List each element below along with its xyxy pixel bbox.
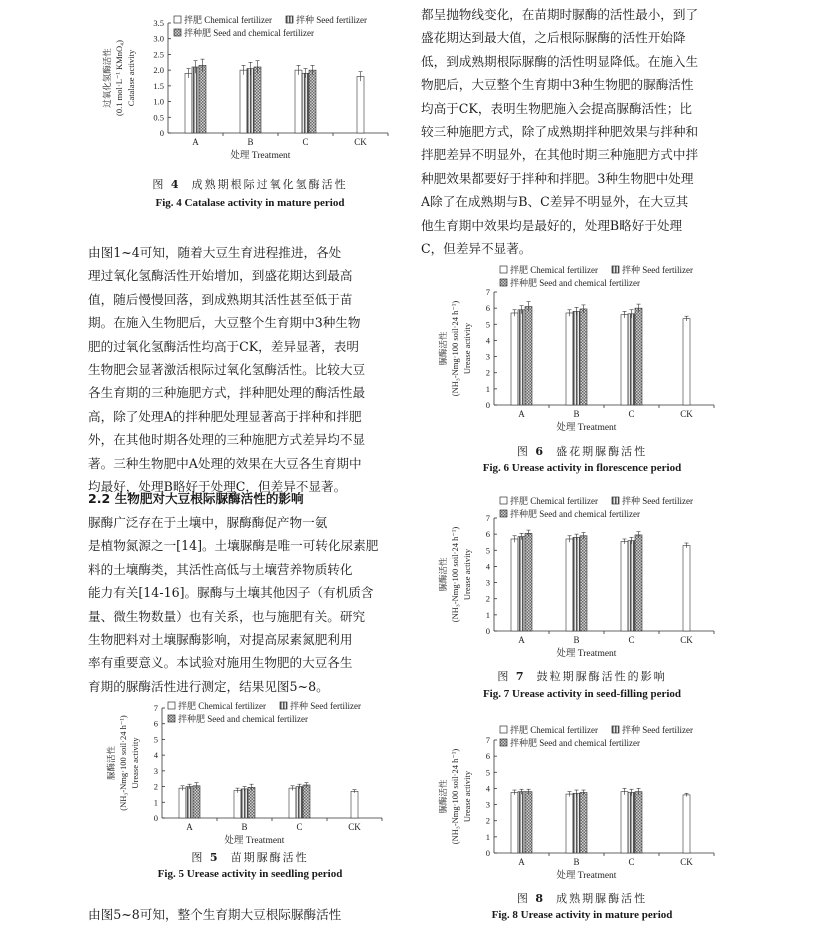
x-tick-label: CK [354, 137, 367, 147]
y-tick-label: 1.0 [153, 96, 164, 107]
bar-group [566, 790, 587, 853]
y-axis-label [438, 301, 472, 397]
text-line: 料的土壤酶类，其活性高低与土壤营养物质转化 [88, 561, 353, 577]
bar [518, 310, 525, 405]
legend-swatch [500, 739, 507, 746]
text-line: 理过氧化氢酶活性开始增加，到盛花期达到最高 [88, 268, 353, 284]
bar [247, 69, 254, 133]
bar [566, 794, 573, 853]
legend-label: 拌种 Seed fertilizer [622, 725, 693, 735]
bar-group [351, 790, 358, 818]
x-tick-label: A [518, 857, 525, 867]
y-tick-label: 4 [485, 335, 490, 346]
legend-label: 拌肥 Chemical fertilizer [178, 701, 266, 711]
legend-label: 拌种肥 Seed and chemical fertilizer [510, 509, 640, 519]
x-tick-label: CK [680, 409, 693, 419]
legend-label: 拌肥 Chemical fertilizer [510, 496, 598, 506]
bar [511, 539, 518, 631]
y-tick-label: 4 [485, 783, 490, 794]
text-line: 较三种施肥方式，除了成熟期拌种肥效果与拌种和 [421, 124, 699, 140]
figure-caption-cn: 图 8 成熟期脲酶活性 [516, 892, 648, 905]
y-axis-label-line: Urease activity [462, 322, 472, 375]
y-tick-label: 7 [153, 703, 158, 713]
figure-caption-en: Fig. 4 Catalase activity in mature period [155, 197, 345, 209]
bar [185, 73, 192, 133]
text-line: 他生育期中效果均是最好的，处理B略好于处理 [421, 217, 683, 233]
chart-fig6 [432, 262, 732, 437]
x-tick-label: B [247, 137, 254, 147]
y-tick-label: 6 [485, 529, 490, 540]
figure-caption-cn: 图 7 鼓粒期脲酶活性的影响 [497, 670, 667, 683]
text-line: A除了在成熟期与B、C差异不明显外，在大豆其 [421, 194, 689, 210]
y-axis-label-line: Urease activity [130, 737, 140, 789]
legend-swatch [168, 715, 175, 722]
bar-group [566, 305, 587, 405]
bar [302, 73, 309, 133]
text-line: C，但差异不显著。 [421, 241, 532, 257]
bar-group [621, 788, 642, 853]
y-tick-label: 0 [485, 400, 490, 410]
y-axis-label-line: 脲酶活性 [438, 557, 448, 592]
x-tick-label: C [628, 857, 635, 867]
legend-swatch [174, 29, 181, 36]
figure-caption-en: Fig. 6 Urease activity in florescence period [482, 462, 682, 474]
chart-fig5 [100, 698, 400, 848]
legend-swatch [286, 16, 293, 23]
y-axis-label-line: 脲酶活性 [438, 331, 448, 366]
legend-swatch [280, 702, 287, 709]
text-line: 低，到成熟期根际脲酶的活性明显降低。在施入生 [421, 53, 699, 69]
text-line: 是植物氮源之一[14]。土壤脲酶是唯一可转化尿素肥 [88, 538, 379, 554]
bar [192, 67, 199, 133]
text-line: 生物肥会显著激活根际过氧化氢酶活性。比较大豆 [88, 362, 366, 378]
text-line: 均最好，处理B略好于处理C，但差异不显著。 [88, 479, 347, 495]
figure-caption-cn: 图 4 成熟期根际过氧化氢酶活性 [152, 178, 348, 191]
y-tick-label: 6 [153, 718, 158, 729]
y-tick-label: 0 [485, 848, 490, 858]
y-tick-label: 1 [153, 797, 158, 808]
bar [566, 313, 573, 405]
text-line: 物肥后，大豆整个生育期中3种生物肥的脲酶活性 [421, 77, 694, 93]
text-line: 生物肥料对土壤脲酶影响，对提高尿素氮肥利用 [88, 632, 353, 648]
text-line: 脲酶广泛存在于土壤中，脲酶酶促产物一氨 [88, 515, 328, 530]
x-tick-label: A [186, 822, 193, 832]
chart-fig8 [432, 722, 732, 892]
bar-group [511, 302, 532, 405]
legend-label: 拌肥 Chemical fertilizer [184, 15, 272, 25]
y-axis-label [438, 749, 472, 845]
bar [518, 792, 525, 853]
bar-group [185, 59, 206, 133]
chart-fig7 [432, 493, 732, 663]
y-tick-label: 2 [153, 781, 158, 792]
bar [511, 792, 518, 853]
x-tick-label: B [573, 635, 580, 645]
x-tick-label: C [296, 822, 303, 832]
y-tick-label: 0.5 [153, 112, 164, 123]
x-axis-label: 处理 Treatment [556, 871, 617, 881]
bar [309, 70, 316, 133]
x-axis-label: 处理 Treatment [556, 423, 617, 433]
bar [193, 786, 200, 818]
x-tick-label: A [192, 137, 199, 147]
bar-group [289, 783, 310, 818]
bar [621, 541, 628, 631]
bar [573, 793, 580, 853]
chart-legend [174, 14, 367, 38]
y-tick-label: 0 [485, 626, 490, 636]
figure-caption-en: Fig. 5 Urease activity in seedling period [157, 868, 343, 880]
bar [199, 65, 206, 133]
y-tick-label: 2 [485, 367, 490, 378]
chart-legend [500, 495, 693, 519]
y-tick-label: 7 [485, 513, 490, 523]
bar [518, 537, 525, 631]
y-axis-label-line: (NH₃-Nmg·100 soil·24 h⁻¹) [118, 715, 128, 811]
y-tick-label: 7 [485, 735, 490, 745]
bar [621, 792, 628, 853]
bar-group [295, 65, 316, 133]
bar [241, 789, 248, 818]
y-tick-label: 0 [159, 128, 164, 138]
x-tick-label: A [518, 635, 525, 645]
bar [254, 67, 261, 133]
legend-swatch [500, 266, 507, 273]
y-tick-label: 2 [485, 815, 490, 826]
y-tick-label: 1 [485, 383, 490, 394]
y-tick-label: 1 [485, 609, 490, 620]
text-line: 值，随后慢慢回落，到成熟期其活性甚至低于苗 [88, 291, 353, 307]
y-axis-label [106, 715, 140, 811]
y-axis-label [102, 40, 136, 116]
y-tick-label: 4 [153, 750, 158, 761]
legend-swatch [500, 510, 507, 517]
y-tick-label: 3 [485, 351, 490, 362]
bar-group [240, 61, 261, 133]
y-axis-label-line: Urease activity [462, 548, 472, 601]
y-tick-label: 5 [153, 734, 158, 745]
bar [525, 533, 532, 631]
y-axis-label-line: Catalase activity [126, 49, 136, 107]
legend-label: 拌种肥 Seed and chemical fertilizer [510, 738, 640, 748]
y-axis-label-line: Urease activity [462, 770, 472, 823]
body-paragraph [88, 511, 394, 698]
y-tick-label: 3 [153, 765, 158, 776]
x-tick-label: C [628, 635, 635, 645]
bar [234, 791, 241, 819]
y-tick-label: 3 [485, 577, 490, 588]
bar-group [234, 784, 255, 818]
x-tick-label: C [628, 409, 635, 419]
y-axis-label-line: (NH₃-Nmg·100 soil·24 h⁻¹) [450, 526, 460, 623]
bar [525, 792, 532, 853]
text-line: 率有重要意义。本试验对施用生物肥的大豆各生 [88, 655, 353, 671]
bar [683, 545, 690, 631]
x-tick-label: B [573, 857, 580, 867]
bar-group [357, 72, 364, 133]
bar [296, 787, 303, 818]
bar [683, 795, 690, 853]
bar [303, 785, 310, 818]
chart-legend [168, 700, 361, 724]
text-line: 盛花期达到最大值，之后根际脲酶的活性开始降 [421, 30, 686, 46]
bar [511, 313, 518, 405]
figure-caption-cn: 图 6 盛花期脲酶活性 [516, 445, 648, 458]
legend-swatch [500, 279, 507, 286]
bar-group [621, 304, 642, 405]
text-line: 著。三种生物肥中A处理的效果在大豆各生育期中 [88, 455, 362, 471]
x-tick-label: A [518, 409, 525, 419]
bar [628, 314, 635, 405]
bar [635, 535, 642, 631]
bar [621, 315, 628, 405]
bar [179, 788, 186, 818]
body-paragraph [88, 241, 394, 498]
bar [240, 70, 247, 133]
x-axis-label: 处理 Treatment [556, 649, 617, 659]
bar-group [511, 530, 532, 631]
bar [573, 311, 580, 405]
text-line: 育期的脲酶活性进行测定，结果见图5~8。 [88, 678, 329, 694]
y-axis-label-line: 过氧化氢酶活性 [102, 48, 112, 108]
y-axis-label-line: (0.1 mol·L⁻¹ KMnO₄) [114, 40, 124, 116]
legend-label: 拌种 Seed fertilizer [290, 701, 361, 711]
y-axis-label-line: 脲酶活性 [106, 745, 116, 781]
y-tick-label: 3 [485, 799, 490, 810]
y-tick-label: 5 [485, 767, 490, 778]
y-tick-label: 1 [485, 831, 490, 842]
bar [186, 787, 193, 818]
x-axis-label: 处理 Treatment [230, 151, 291, 161]
x-tick-label: C [302, 137, 309, 147]
legend-swatch [612, 497, 619, 504]
bar [628, 541, 635, 631]
text-line: 均高于CK，表明生物肥施入会提高脲酶活性；比 [421, 100, 692, 116]
legend-label: 拌种肥 Seed and chemical fertilizer [184, 28, 314, 38]
legend-swatch [500, 497, 507, 504]
bar-group [683, 793, 690, 853]
text-line: 各生育期的三种施肥方式，拌种肥处理的酶活性最 [88, 385, 366, 401]
legend-label: 拌种 Seed fertilizer [622, 496, 693, 506]
bar [628, 792, 635, 853]
text-line: 由图1~4可知，随着大豆生育进程推进，各处 [88, 245, 342, 260]
chart-legend [500, 264, 693, 288]
legend-label: 拌种 Seed fertilizer [622, 265, 693, 275]
x-tick-label: CK [680, 635, 693, 645]
y-axis-label-line: (NH₃-Nmg·100 soil·24 h⁻¹) [450, 300, 460, 397]
bar [525, 307, 532, 405]
bar [635, 308, 642, 405]
text-line: 外，在其他时期各处理的三种施肥方式差异均不显 [88, 432, 366, 448]
legend-swatch [500, 726, 507, 733]
y-tick-label: 4 [485, 561, 490, 572]
y-tick-label: 2 [485, 593, 490, 604]
y-tick-label: 5 [485, 545, 490, 556]
text-line: 量、微生物数量）也有关系，也与施肥有关。研究 [88, 608, 366, 624]
y-tick-label: 3.0 [153, 33, 164, 44]
bar [580, 309, 587, 405]
body-paragraph [421, 3, 729, 260]
text-line: 种肥效果都要好于拌种和拌肥。3种生物肥中处理 [421, 170, 694, 186]
chart-legend [500, 724, 693, 748]
legend-label: 拌种肥 Seed and chemical fertilizer [510, 278, 640, 288]
y-tick-label: 6 [485, 303, 490, 314]
x-tick-label: B [573, 409, 580, 419]
figure-caption-en: Fig. 8 Urease activity in mature period [491, 909, 673, 921]
bar [295, 70, 302, 133]
bar-group [683, 316, 690, 405]
legend-label: 拌肥 Chemical fertilizer [510, 265, 598, 275]
legend-swatch [174, 16, 181, 23]
body-paragraph: 由图5~8可知，整个生育期大豆根际脲酶活性 [88, 907, 342, 922]
text-line: 能力有关[14-16]。脲酶与土壤其他因子（有机质含 [88, 585, 374, 601]
y-axis-label-line: (NH₃-Nmg·100 soil·24 h⁻¹) [450, 748, 460, 845]
bar [357, 76, 364, 133]
bar-group [566, 533, 587, 631]
y-tick-label: 7 [485, 287, 490, 297]
x-tick-label: CK [348, 822, 361, 832]
y-tick-label: 1.5 [153, 80, 164, 91]
text-line: 都呈抛物线变化，在苗期时脲酶的活性最小，到了 [421, 7, 699, 22]
y-tick-label: 5 [485, 319, 490, 330]
text-line: 拌肥差异不明显外，在其他时期三种施肥方式中拌 [421, 147, 699, 163]
bar [580, 792, 587, 853]
legend-swatch [612, 266, 619, 273]
x-tick-label: CK [680, 857, 693, 867]
y-axis-label [438, 527, 472, 623]
bar [248, 787, 255, 818]
bar-group [511, 789, 532, 853]
y-tick-label: 2.5 [153, 49, 164, 60]
y-tick-label: 3.5 [153, 18, 164, 28]
y-tick-label: 2.0 [153, 65, 164, 76]
figure-caption-en: Fig. 7 Urease activity in seed-filling period [482, 688, 682, 700]
y-axis-label-line: 脲酶活性 [438, 779, 448, 814]
bar [683, 319, 690, 405]
bar-group [621, 532, 642, 631]
bar-group [179, 783, 200, 818]
y-tick-label: 6 [485, 751, 490, 762]
text-line: 期。在施入生物肥后，大豆整个生育期中3种生物 [88, 315, 361, 331]
bar [351, 791, 358, 818]
legend-swatch [168, 702, 175, 709]
text-line: 肥的过氧化氢酶活性均高于CK，差异显著，表明 [88, 338, 359, 354]
bar [289, 788, 296, 818]
legend-label: 拌种肥 Seed and chemical fertilizer [178, 714, 308, 724]
bar [573, 537, 580, 631]
x-tick-label: B [241, 822, 248, 832]
y-tick-label: 0 [153, 813, 158, 823]
legend-swatch [612, 726, 619, 733]
figure-caption-cn: 图 5 苗期脲酶活性 [191, 851, 309, 864]
bar [580, 536, 587, 631]
bar [635, 792, 642, 853]
bar [566, 539, 573, 631]
section-heading: 2.2 生物肥对大豆根际脲酶活性的影响 [88, 491, 304, 506]
x-axis-label: 处理 Treatment [224, 836, 285, 846]
legend-label: 拌肥 Chemical fertilizer [510, 725, 598, 735]
chart-fig4 [100, 5, 400, 170]
text-line: 高，除了处理A的拌种肥处理显著高于拌种和拌肥 [88, 408, 362, 424]
bar-group [683, 543, 690, 631]
legend-label: 拌种 Seed fertilizer [296, 15, 367, 25]
